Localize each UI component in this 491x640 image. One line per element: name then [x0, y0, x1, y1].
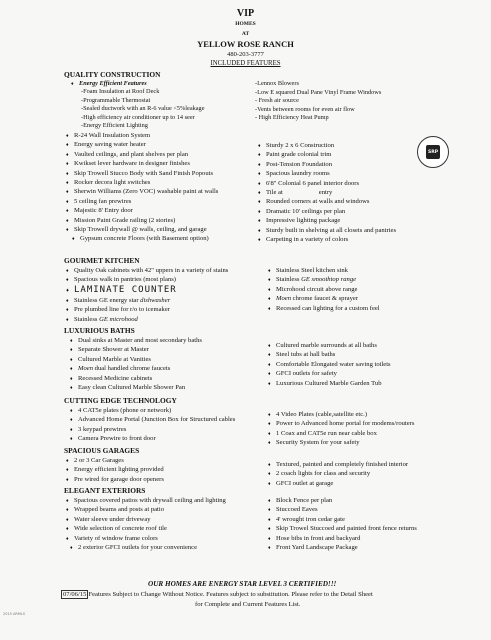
list-item: ♦ Tile at entry — [266, 188, 396, 197]
header-at: AT — [241, 31, 250, 37]
list-item: ♦ 5 ceiling fan prewires — [74, 197, 218, 206]
list-item: ♦ Stainless Steel kitchen sink — [276, 266, 380, 275]
list-item: ♦ Rounded corners at walls and windows — [266, 197, 396, 206]
header-included-features: INCLUDED FEATURES — [210, 60, 281, 67]
list-item: ♦ Kwikset lever hardware in designer finishes — [74, 159, 218, 168]
list-item: ♦ 2 or 3 Car Garages — [74, 456, 164, 465]
energy-star-badge — [417, 136, 449, 168]
tech-list-right — [276, 410, 414, 448]
list-item: ♦ Easy clean Cultured Marble Shower Pan — [78, 383, 202, 392]
list-item: ♦ Vaulted ceilings, and plant shelves per plan — [74, 150, 218, 159]
garages-list-right — [276, 460, 408, 488]
list-item: -Vents between rooms for even air flow — [255, 105, 355, 113]
list-item: ♦ Spacious laundry rooms — [266, 169, 396, 178]
kitchen-list-right — [276, 266, 380, 313]
list-item: ♦ 2 exterior GFCI outlets for your convenience — [78, 543, 226, 552]
list-item: ♦ Sturdy built in shelving at all closets and pantries — [266, 226, 396, 235]
header-phone: 480-203-3777 — [227, 51, 264, 58]
list-item: ♦ Mission Paint Grade railing (2 stories) — [74, 216, 218, 225]
list-item: ♦ Sturdy 2 x 6 Construction — [266, 141, 396, 150]
list-item: ♦ Cultured marble surrounds at all baths — [276, 341, 391, 350]
list-item: ♦ Energy saving water heater — [74, 140, 218, 149]
list-item: ♦ Separate Shower at Master — [78, 345, 202, 354]
list-item: -Sealed ductwork with an R-6 value <5%leakage — [81, 105, 205, 112]
quality-list-right — [266, 141, 396, 244]
energy-star-certified-banner: OUR HOMES ARE ENERGY STAR LEVEL 3 CERTIFIED!!! — [148, 580, 337, 588]
list-item: ♦ Recessed Medicine cabinets — [78, 374, 202, 383]
revision-date: 07/06/15 — [63, 591, 87, 598]
energy-list-left — [81, 88, 205, 131]
list-item: -High efficiency air conditioner up to 14 seer — [81, 113, 195, 121]
list-item: - Fresh air source — [255, 97, 299, 104]
list-item: ♦ Power to Advanced home portal for modems/routers — [276, 419, 414, 428]
list-item: ♦ Stuccoed Eaves — [276, 505, 417, 514]
section-cutting-edge-technology: CUTTING EDGE TECHNOLOGY — [64, 396, 177, 405]
list-item: ♦ Spacious walk in pantries (most plans) — [74, 275, 228, 284]
list-item: ♦ Comfortable Elongated water saving toilets — [276, 360, 391, 369]
section-elegant-exteriors: ELEGANT EXTERIORS — [64, 486, 146, 495]
list-item: ♦ Variety of window frame colors — [74, 534, 226, 543]
list-item: ♦ Majestic 8' Entry door — [74, 206, 218, 215]
list-item: ♦ Dramatic 10' ceilings per plan — [266, 207, 396, 216]
list-item: ♦ Quality Oak cabinets with 42" uppers in a variety of stains — [74, 266, 228, 275]
garages-list-left — [74, 456, 164, 484]
list-item: ♦ 4 CAT5e plates (phone or network) — [78, 406, 235, 415]
section-luxurious-baths: LUXURIOUS BATHS — [64, 326, 135, 335]
list-item: ♦ Stainless GE microhood — [74, 315, 228, 324]
list-item: ♦ Cultured Marble at Vanities — [78, 355, 202, 364]
list-item: - High Efficiency Heat Pump — [255, 114, 329, 121]
list-item: ♦ Skip Trowel Stuccoed and painted front fence returns — [276, 524, 417, 533]
list-item: ♦ 2 coach lights for class and security — [276, 469, 408, 478]
list-item: ♦ Post-Tension Foundation — [266, 160, 396, 169]
list-item: ♦ Moen chrome faucet & sprayer — [276, 294, 380, 303]
list-item: ♦ Camera Prewire to front door — [78, 434, 235, 443]
disclaimer-line-1: 07/06/15 Features Subject to Change Without Notice. Features subject to substitution. Please refer to the Detail Sheet — [63, 591, 373, 598]
list-item: ♦ Recessed can lighting for a custom feel — [276, 304, 380, 313]
list-item: ♦ Spacious covered patios with drywall ceiling and lighting — [74, 496, 226, 505]
disclaimer-line-2: for Complete and Current Features List. — [195, 601, 301, 608]
energy-efficient-heading: Energy Efficient Features — [79, 80, 147, 87]
list-item: ♦ Water sleeve under driveway — [74, 515, 226, 524]
list-item: -Low E squared Dual Pane Vinyl Frame Windows — [255, 88, 382, 96]
section-spacious-garages: SPACIOUS GARAGES — [64, 446, 140, 455]
list-item: ♦ Moen dual handled chrome faucets — [78, 364, 202, 373]
tech-list-left — [78, 406, 235, 444]
list-item: ♦ Dual sinks at Master and most secondary baths — [78, 336, 202, 345]
quality-list-left — [74, 131, 218, 244]
list-item: ♦ Carpeting in a variety of colors — [266, 235, 396, 244]
list-item: ♦ Hose bibs in front and backyard — [276, 534, 417, 543]
baths-list-right — [276, 341, 391, 388]
list-item: -Foam Insulation at Roof Deck — [81, 88, 160, 95]
list-item: ♦ Rocker decora light switches — [74, 178, 218, 187]
list-item: ♦ GFCI outlet at garage — [276, 479, 408, 488]
list-item: ♦ Advanced Home Portal (Junction Box for Structured cables — [78, 415, 235, 424]
section-quality-construction: QUALITY CONSTRUCTION — [64, 70, 161, 79]
list-item: ♦ 1 Coax and CAT5e run near cable box — [276, 429, 414, 438]
header-homes: HOMES — [235, 21, 256, 27]
list-item: -Lennox Blowers — [255, 80, 299, 87]
list-item: ♦ Energy efficient lighting provided — [74, 465, 164, 474]
list-item: ♦ Paint grade colonial trim — [266, 150, 396, 159]
energy-list-right — [255, 80, 381, 123]
list-item: ♦ Textured, painted and completely finished interior — [276, 460, 408, 469]
list-item: ♦ 6'8" Colonial 6 panel interior doors — [266, 179, 396, 188]
list-item: -Energy Efficient Lighting — [81, 122, 148, 129]
list-item: ♦ R-24 Wall Insulation System — [74, 131, 218, 140]
list-item: ♦ Pre wired for garage door openers — [74, 475, 164, 484]
exteriors-list-right — [276, 496, 417, 552]
section-gourmet-kitchen: GOURMET KITCHEN — [64, 256, 140, 265]
list-item: ♦ 3 keypad prewires — [78, 425, 235, 434]
list-item: ♦ Steel tubs at hall baths — [276, 350, 391, 359]
list-item: ♦ Impressive lighting package — [266, 216, 396, 225]
kitchen-list-left — [74, 266, 228, 324]
list-item: ♦ Skip Trowell Stucco Body with Sand Finish Popouts — [74, 169, 218, 178]
list-item: ♦ Security System for your safety — [276, 438, 414, 447]
list-item: ♦ Microhood circuit above range — [276, 285, 380, 294]
list-item: ♦ Front Yard Landscape Package — [276, 543, 417, 552]
list-item: ♦ Sherwin Williams (Zero VOC) washable paint at walls — [74, 187, 218, 196]
header-vip: VIP — [236, 8, 255, 19]
list-item: ♦ Luxurious Cultured Marble Garden Tub — [276, 379, 391, 388]
exteriors-list-left — [74, 496, 226, 552]
list-item: -Programmable Thermostat — [81, 96, 151, 104]
handwritten-counter-note: ♦ LAMINATE COUNTER — [74, 285, 228, 296]
list-item: ♦ Skip Trowell drywall @ walls, ceiling, and garage — [74, 225, 218, 234]
side-watermark: 2015 ARMLS — [3, 612, 26, 616]
list-item: ♦ Stainless GE smoothtop range — [276, 275, 380, 284]
list-item: ♦ 4 Video Plates (cable,satellite etc.) — [276, 410, 414, 419]
list-item: ♦ Block Fence per plan — [276, 496, 417, 505]
baths-list-left — [78, 336, 202, 392]
list-item: ♦ Wide selection of concrete roof tile — [74, 524, 226, 533]
list-item: ♦ 4' wrought iron cedar gate — [276, 515, 417, 524]
list-item: ♦ Pre plumbed line for r/o to icemaker — [74, 305, 228, 314]
srp-logo-icon: SRP — [426, 145, 440, 159]
list-item: ♦ Gypsum concrete Floors (with Basement option) — [80, 234, 218, 243]
list-item: ♦ Stainless GE energy star dishwasher — [74, 296, 228, 305]
header-community: YELLOW ROSE RANCH — [197, 39, 294, 49]
list-item: ♦ GFCI outlets for safety — [276, 369, 391, 378]
list-item: ♦ Wrapped beams and posts at patio — [74, 505, 226, 514]
